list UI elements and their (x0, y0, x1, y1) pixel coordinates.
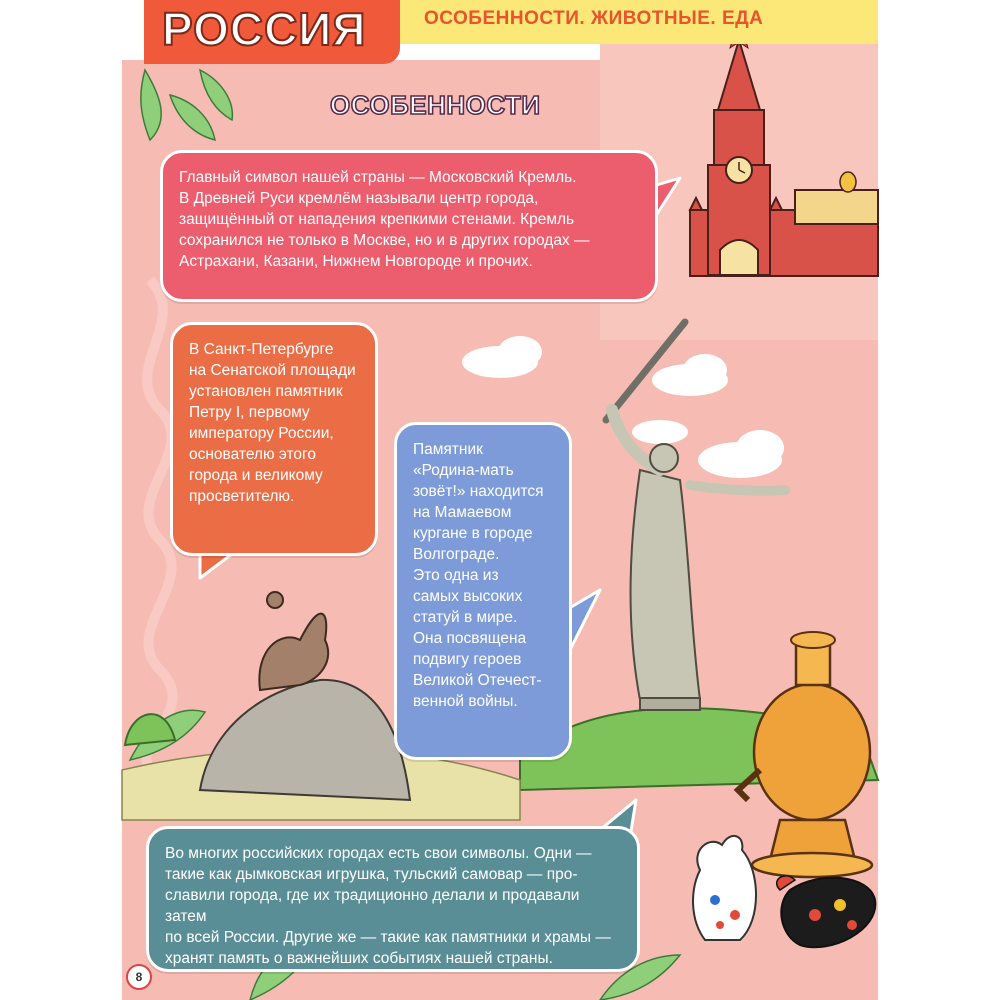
kremlin-illustration (690, 22, 878, 276)
leaves-top-left-icon (141, 70, 233, 140)
samovar-illustration (738, 632, 872, 877)
page-subtitle: ОСОБЕННОСТИ. ЖИВОТНЫЕ. ЕДА (424, 8, 764, 29)
kremlin-bubble (160, 150, 658, 302)
bronze-horseman-illustration (200, 592, 410, 800)
lace-ornament (146, 280, 172, 770)
peter-text: В Санкт-Петербурге на Сенатской площади установлен памятник Петру I, первому императору России, основател​ю этого города и великому просветителю. (189, 341, 356, 505)
kremlin-text: Главный символ нашей страны — Московский Кремль. В Древней Руси кремлём называли центр города, защищённый от нападения крепкими стенами. Кремль сохранился не только в Москве, но и в других городах — Астрахани, Казани, Нижнем Новгороде и прочих. (179, 169, 590, 270)
motherland-text: Памятник «Родина-мать зовёт!» находится на Мамаевом кургане в городе Волгограде. Это одна из самых высоких статуй в мире. Она посвящена подвигу героев Великой Отечест- венной войны. (413, 441, 544, 710)
symbols-bubble (146, 826, 640, 972)
motherland-bubble (394, 422, 572, 760)
section-title: ОСОБЕННОСТИ (330, 90, 541, 120)
peter-bubble (170, 322, 378, 556)
page-number: 8 (126, 964, 152, 990)
page-title: РОССИЯ (162, 3, 367, 55)
symbols-text: Во многих российских городах есть свои символы. Одни — такие как дымковская игрушка, тульский самовар — про- славили города, где их традиционно делали и продавали затем по всей России. Другие же — такие как памятники и храмы — хранят память о важнейших событиях нашей страны. (165, 845, 611, 967)
